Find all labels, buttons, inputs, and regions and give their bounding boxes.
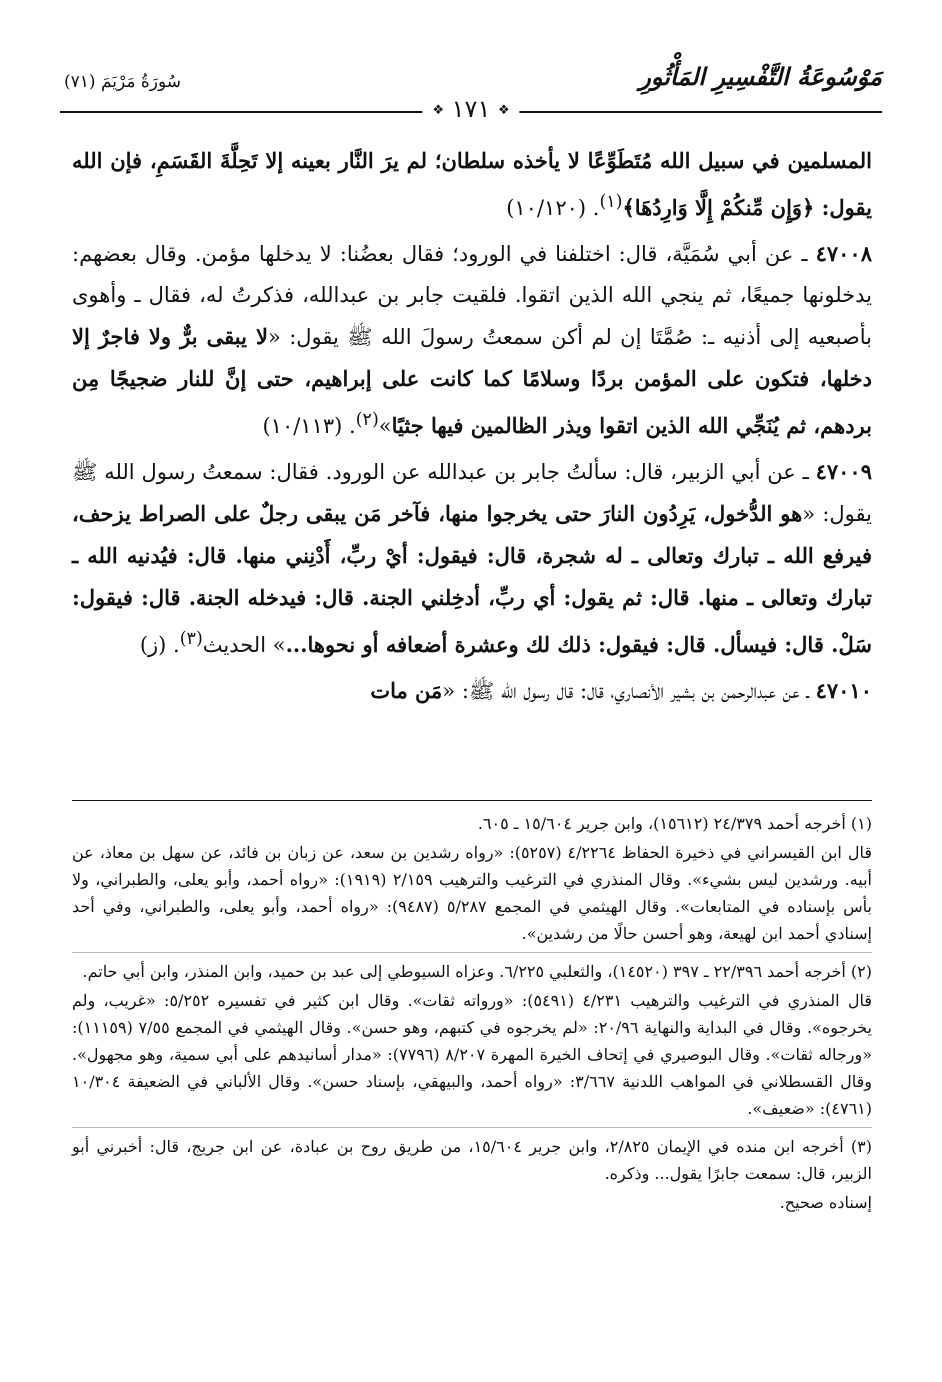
footnote-1: [72, 810, 872, 953]
footnote-grading: قال ابن القيسراني في ذخيرة الحفاظ ٤/٢٢٦٤ (٥٢٥٧): «رواه رشدين بن سعد، عن زبان بن فائد، عن سهل بن معاذ، عن أبيه. ورشدين ليس بشيء». وقال المنذري في الترغيب والترهيب ٢/١٥٩ (١٩١٩): «رواه أحمد، وأبو يعلى، والطبراني، ولا بأس بإسناده في المتابعات». وقال الهيثمي في المجمع ٥/٢٨٧ (٩٤٨٧): «رواه أحمد، وأبو يعلى، والطبراني، وفي أحد إسنادي أحمد ابن لهيعة، وهو أحسن حالًا من رشدين».: [72, 843, 873, 943]
footnote-grading: إسناده صحيح.: [779, 1193, 872, 1212]
narration: ـ عن أبي سُمَيَّة، قال: اختلفنا في الورود؛ فقال بعضُنا: لا يدخلها مؤمن. وقال بعضهم: يدخلونها جميعًا، ثم ينجي الله الذين اتقوا. فلقيت جابر بن عبدالله، فذكرتُ له، فقال ـ وأهوى بأصبعيه إلى أذنيه ـ: صُمَّتَا إن لم أكن سمعتُ رسولَ الله ﷺ يقول: «: [72, 242, 872, 349]
main-text: [72, 140, 872, 712]
hadith-text: المسلمين في سبيل الله مُتَطَوِّعًا لا يأخذه سلطان؛ لم يرَ النَّار بعينه إلا تَحِلَّةَ القَسَمِ، فإن الله يقول: ﴿وَإِن مِّنكُمْ إِلَّا وَارِدُهَا﴾: [72, 148, 872, 220]
narration: ـ عن عبدالرحمن بن بشير الأنصاري، قال: قال رسول الله ﷺ: «: [442, 679, 816, 703]
hadith-number: ٤٧٠٠٩: [815, 459, 872, 484]
footnote-ref: (١): [599, 192, 623, 212]
hadith-text: لا يبقى برٌّ ولا فاجرٌ إلا دخلها، فتكون على المؤمن بردًا وسلامًا كما كانت على إبراهيم، حتى إنَّ للنار ضجيجًا مِن بردهم، ثم يُنَجِّي الله الذين اتقوا ويذر الظالمين فيها جثيًا: [72, 324, 872, 438]
hadith-47010: [72, 670, 872, 712]
footnote-3: [72, 1133, 872, 1221]
volume-ref: . (١٠/١٢٠): [506, 196, 600, 220]
footnote-2: [72, 958, 872, 1128]
footnote-source: (١) أخرجه أحمد ٢٤/٣٧٩ (١٥٦١٢)، وابن جرير ١٥/٦٠٤ ـ ٦٠٥.: [477, 814, 872, 833]
page-number-box: [422, 95, 519, 123]
footnotes: [72, 810, 872, 1226]
footnote-ref: (٢): [355, 410, 379, 430]
volume-ref: . (ز): [139, 633, 180, 657]
running-header: [60, 58, 882, 98]
ornament-icon: ❖: [432, 103, 445, 118]
footnote-ref: (٣): [179, 629, 203, 649]
hadith-47008: [72, 233, 872, 447]
hadith-number: ٤٧٠٠٨: [815, 241, 872, 266]
quote-close: »: [378, 414, 392, 438]
book-title: مَوْسُوعَةُ التَّفْسِيرِ المَأْثُورِ: [639, 62, 882, 91]
footnote-separator: [72, 800, 872, 801]
quote-close: » الحديث: [202, 633, 286, 657]
footnote-source: (٣) أخرجه ابن منده في الإيمان ٢/٨٢٥، وابن جرير ١٥/٦٠٤، من طريق روح بن عبادة، عن ابن جريج، قال: أخبرني أبو الزبير، قال: سمعت جابرًا يقول... وذكره.: [72, 1137, 872, 1183]
ornament-icon: ❖: [497, 103, 510, 118]
page-number: ١٧١: [451, 95, 491, 123]
hadith-47009: [72, 451, 872, 666]
hadith-text: هو الدُّخول، يَرِدُون النارَ حتى يخرجوا منها، فآخر مَن يبقى رجلٌ على الصراط يزحف، فيرفع الله ـ تبارك وتعالى ـ له شجرة، قال: فيقول: أيْ ربِّ، أَدْنِني منها. قال: فيُدنيه الله ـ تبارك وتعالى ـ منها. قال: ثم يقول: أي ربِّ، أدخِلني الجنة. قال: فيدخله الجنة. قال: فيقول: سَلْ. قال: فيسأل. قال: فيقول: ذلك لك وعشرة أضعافه أو نحوها...: [72, 501, 872, 657]
footnote-grading: قال المنذري في الترغيب والترهيب ٤/٢٣١ (٥٤٩١): «ورواته ثقات». وقال ابن كثير في تفسيره ٥/٢٥٢: «غريب، ولم يخرجوه». وقال في البداية والنهاية ٢٠/٩٦: «لم يخرجوه في كتبهم، وهو حسن». وقال الهيثمي في المجمع ٧/٥٥ (١١١٥٩): «ورجاله ثقات». وقال البوصيري في إتحاف الخيرة المهرة ٨/٢٠٧ (٧٧٩٦): «مدار أسانيدهم على أبي سمية، وهو مجهول». وقال القسطلاني في المواهب اللدنية ٣/٦٦٧: «رواه أحمد، والبيهقي، بإسناد حسن». وقال الألباني في الضعيفة ١٠/٣٠٤ (٤٧٦١): «ضعيف».: [72, 991, 873, 1118]
footnote-source: (٢) أخرجه أحمد ٢٢/٣٩٦ ـ ٣٩٧ (١٤٥٢٠)، والثعلبي ٦/٢٢٥. وعزاه السيوطي إلى عبد بن حميد، وابن المنذر، وابن أبي حاتم.: [82, 962, 872, 981]
narration: ـ عن أبي الزبير، قال: سألتُ جابر بن عبدالله عن الورود. فقال: سمعتُ رسول الله ﷺ يقول: «: [72, 460, 872, 526]
hadith-text: مَن مات: [370, 678, 443, 703]
volume-ref: . (١٠/١١٣): [262, 414, 356, 438]
paragraph-continued: [72, 140, 872, 229]
hadith-number: ٤٧٠١٠: [815, 678, 872, 703]
surah-title: سُورَةُ مَرْيَمَ (٧١): [64, 72, 182, 92]
